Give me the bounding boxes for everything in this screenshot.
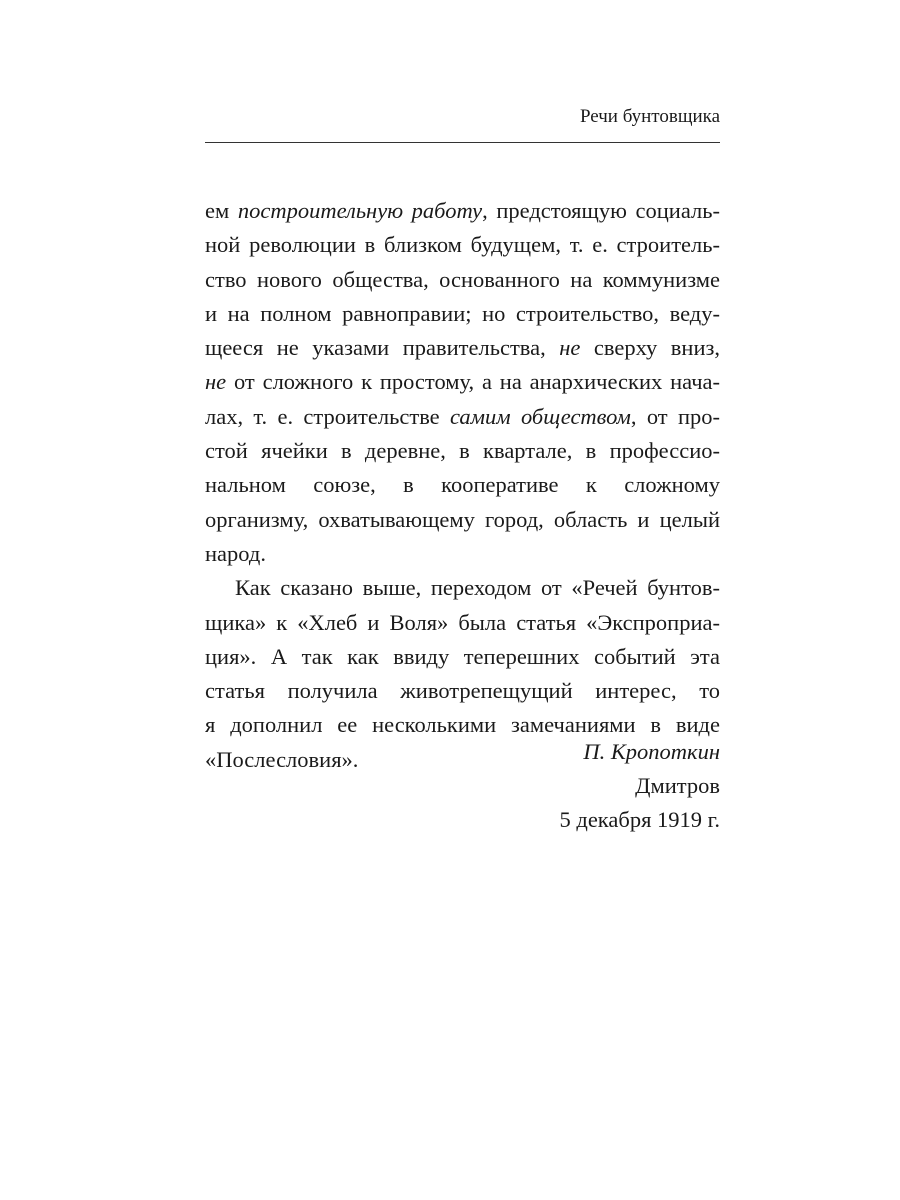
text-line: ство нового общества, основанного на коммунизме [205,266,720,292]
running-head: Речи бунтовщика [579,106,720,127]
text-line: щееся не указами правительства, не сверху вниз, [205,335,720,361]
emphasis: не [559,335,581,361]
emphasis: построительную работу [237,198,483,223]
author-name: П. Кропоткин [583,739,720,764]
text-line: ция». А так как ввиду теперешних событий эта [205,643,720,669]
emphasis: не [205,369,227,395]
text-line: не от сложного к простому, а на анархических нача- [205,369,720,395]
signature-block [560,735,721,837]
text-line: стой ячейки в деревне, в квартале, в профессио- [205,438,720,464]
text-line: народ. [205,540,266,566]
text-line: статья получила животрепещущий интерес, то [205,678,720,704]
text-line: и на полном равноправии; но строительство, веду- [205,300,720,326]
signature-place: Дмитров [635,773,720,798]
text-line: нальном союзе, в кооперативе к сложному [205,472,720,498]
text-line: Как сказано выше, переходом от «Речей бунтов- [235,575,720,601]
text-line: я дополнил ее несколькими замечаниями в виде [205,712,720,738]
body-text [205,194,720,777]
emphasis: самим обществом [450,403,631,429]
text-line: лах, т. е. строительстве самим обществом, от про- [205,403,720,429]
text-line: ной революции в близком будущем, т. е. строитель- [205,232,720,258]
text-line: «Послесловия». [205,746,359,772]
text-line: организму, охватывающему город, область и целый [205,506,720,532]
signature-date: 5 декабря 1919 г. [559,807,720,832]
text-line: ем построительную работу, предстоящую социаль- [205,198,720,223]
text-line: щика» к «Хлеб и Воля» была статья «Экспроприа- [205,609,720,635]
header-rule [205,142,720,143]
